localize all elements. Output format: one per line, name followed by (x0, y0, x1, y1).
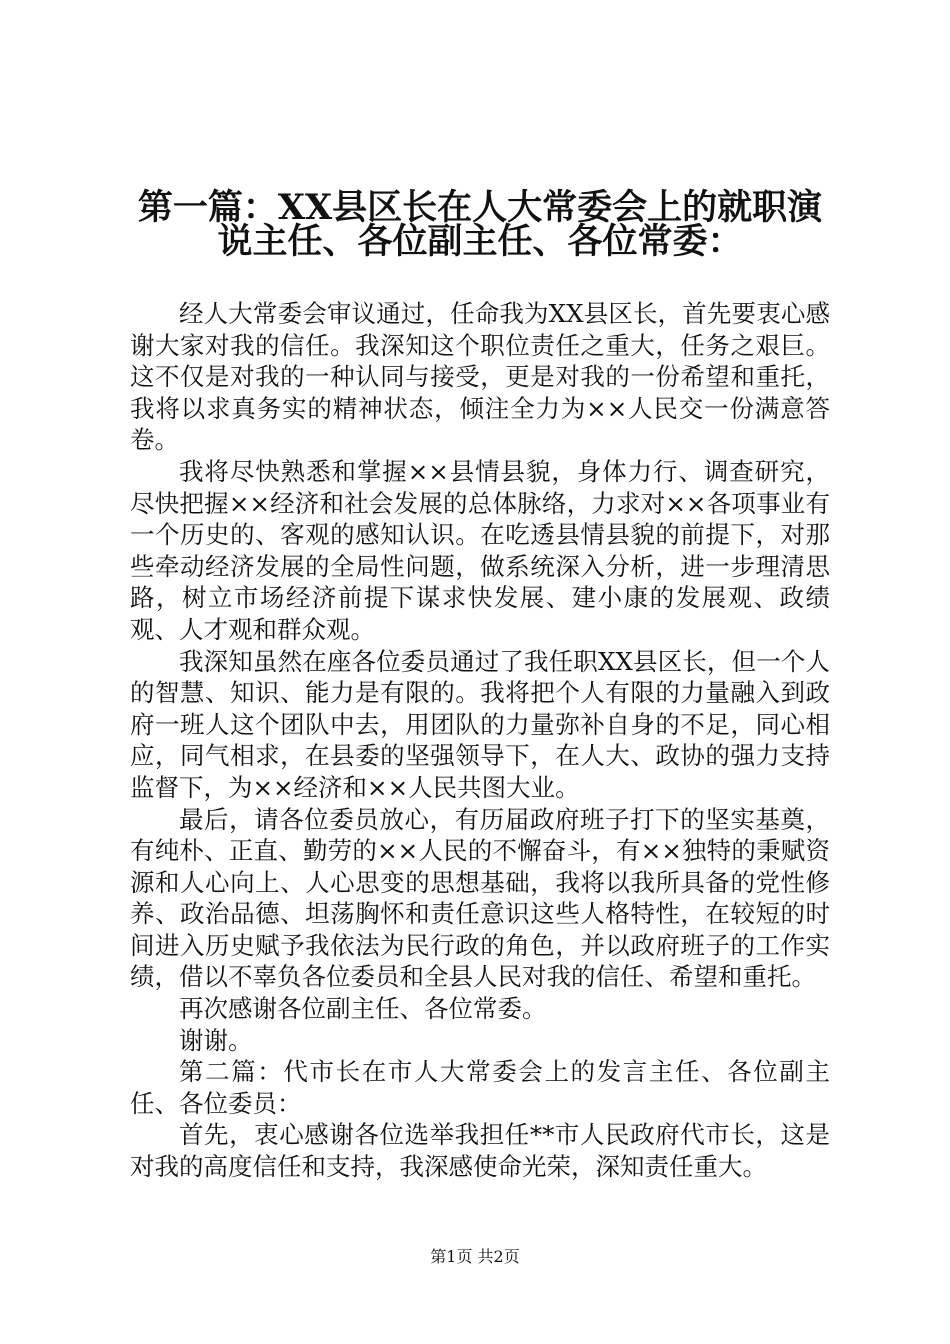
document-title-line-1: 第一篇：XX县区长在人大常委会上的就职演 (137, 187, 823, 228)
paragraph: 经人大常委会审议通过，任命我为XX县区长，首先要衷心感谢大家对我的信任。我深知这个职位责任之重大，任务之艰巨。这不仅是对我的一种认同与接受，更是对我的一份希望和重托，我将以求真务实的精神状态，倾注全力为××人民交一份满意答卷。 (130, 299, 830, 455)
paragraph: 谢谢。 (179, 1025, 253, 1055)
paragraph: 再次感谢各位副主任、各位常委。 (179, 994, 547, 1024)
page-footer: 第1页 共2页 (430, 1247, 520, 1266)
paragraph: 最后，请各位委员放心，有历届政府班子打下的坚实基奠，有纯朴、正直、勤劳的××人民的不懈奋斗，有××独特的秉赋资源和人心向上、人心思变的思想基础，我将以我所具备的党性修养、政治品德、坦荡胸怀和责任意识这些人格特性，在较短的时间进入历史赋予我依法为民行政的角色，并以政府班子的工作实绩，借以不辜负各位委员和全县人民对我的信任、希望和重托。 (130, 804, 830, 992)
paragraph: 我将尽快熟悉和掌握××县情县貌，身体力行、调查研究，尽快把握××经济和社会发展的总体脉络，力求对××各项事业有一个历史的、客观的感知认识。在吃透县情县貌的前提下，对那些牵动经济发展的全局性问题，做系统深入分析，进一步理清思路，树立市场经济前提下谋求快发展、建小康的发展观、政绩观、人才观和群众观。 (130, 456, 830, 644)
document-body (130, 298, 830, 1183)
paragraph: 我深知虽然在座各位委员通过了我任职XX县区长，但一个人的智慧、知识、能力是有限的。我将把个人有限的力量融入到政府一班人这个团队中去，用团队的力量弥补自身的不足，同心相应，同气相求，在县委的坚强领导下，在人大、政协的强力支持监督下，为××经济和××人民共图大业。 (130, 646, 830, 802)
document-title-line-2: 说主任、各位副主任、各位常委： (217, 221, 743, 262)
paragraph: 首先，衷心感谢各位选举我担任**市人民政府代市长，这是对我的高度信任和支持，我深感使命光荣，深知责任重大。 (130, 1120, 830, 1182)
paragraph: 第二篇：代市长在市人大常委会上的发言主任、各位副主任、各位委员： (130, 1057, 830, 1118)
